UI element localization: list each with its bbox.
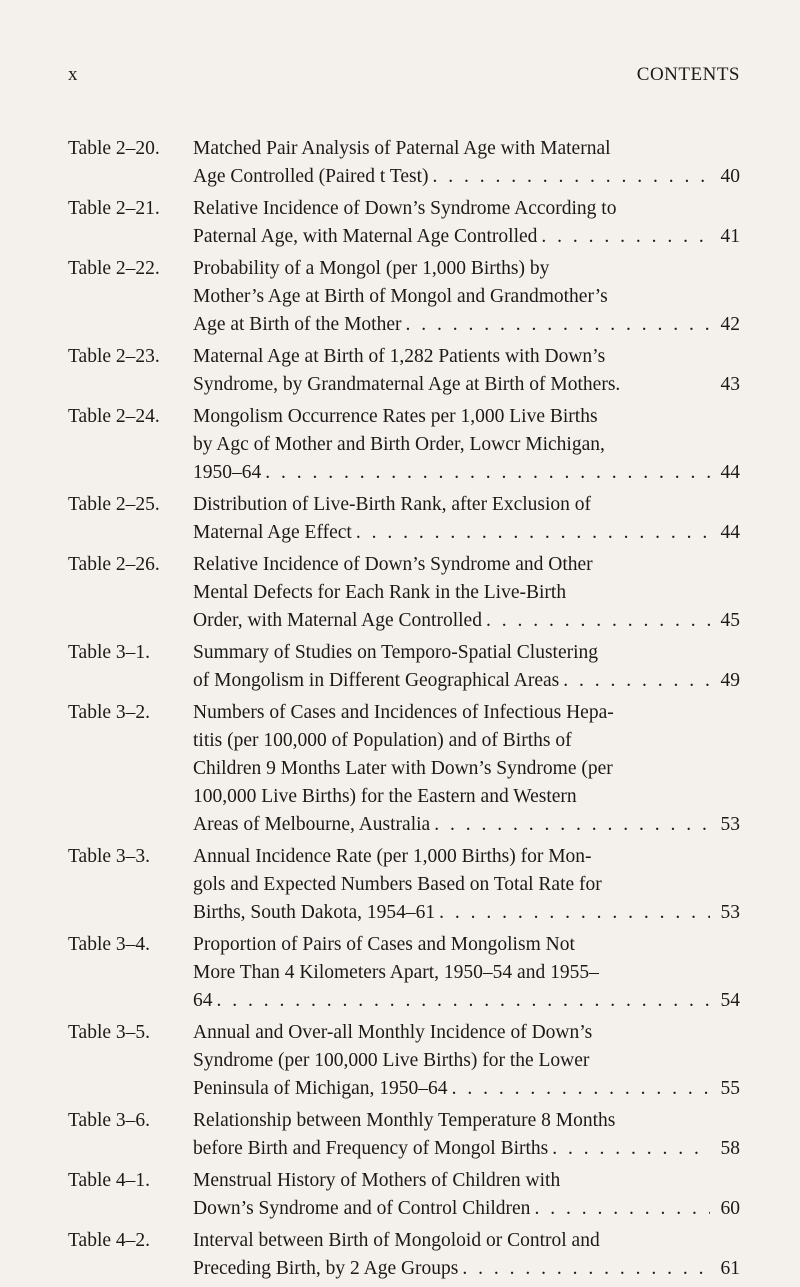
entry-title	[193, 255, 740, 339]
running-title: CONTENTS	[636, 64, 740, 85]
page-ref: 60	[720, 1198, 740, 1219]
page-ref: 61	[720, 1258, 740, 1279]
title-line: Paternal Age, with Maternal Age Controlled	[193, 226, 538, 247]
title-line: by Agc of Mother and Birth Order, Lowcr Michigan,	[193, 434, 605, 455]
dot-leader	[213, 987, 711, 1015]
toc-entry	[68, 403, 740, 487]
dot-leader	[435, 899, 710, 927]
dot-leader	[430, 811, 710, 839]
title-line: titis (per 100,000 of Population) and of Births of	[193, 730, 572, 751]
title-line-last	[193, 519, 740, 547]
running-header	[68, 64, 740, 90]
dot-leader	[537, 223, 710, 251]
title-line-last	[193, 223, 740, 251]
toc-entry	[68, 491, 740, 547]
table-number: Table 3–4.	[68, 934, 151, 955]
title-line: Maternal Age at Birth of 1,282 Patients with Down’s	[193, 346, 606, 367]
page-number: x	[68, 64, 78, 85]
title-line: More Than 4 Kilometers Apart, 1950–54 and 1955–	[193, 962, 599, 983]
dot-leader	[261, 459, 710, 487]
title-line: before Birth and Frequency of Mongol Births	[193, 1138, 549, 1159]
title-line-last	[193, 1075, 740, 1103]
title-line: Age at Birth of the Mother	[193, 314, 402, 335]
table-number: Table 3–5.	[68, 1022, 151, 1043]
table-number: Table 3–3.	[68, 846, 151, 867]
entry-title	[193, 343, 740, 399]
title-line: Preceding Birth, by 2 Age Groups	[193, 1258, 459, 1279]
toc-entry	[68, 135, 740, 191]
entry-title	[193, 931, 740, 1015]
title-line: Mental Defects for Each Rank in the Live-Birth	[193, 582, 567, 603]
title-line: Order, with Maternal Age Controlled	[193, 610, 482, 631]
title-line-last	[193, 371, 740, 399]
title-line: Mongolism Occurrence Rates per 1,000 Live Births	[193, 406, 598, 427]
toc-entry	[68, 1019, 740, 1103]
toc-entry	[68, 195, 740, 251]
title-line: Relationship between Monthly Temperature 8 Months	[193, 1110, 616, 1131]
toc-entry	[68, 1167, 740, 1223]
entry-title	[193, 491, 740, 547]
entry-title	[193, 135, 740, 191]
title-line: Age Controlled (Paired t Test)	[193, 166, 429, 187]
dot-leader	[482, 607, 710, 635]
table-number: Table 2–20.	[68, 138, 160, 159]
title-line-last	[193, 607, 740, 635]
toc-entry	[68, 343, 740, 399]
table-number: Table 2–21.	[68, 198, 160, 219]
title-line: of Mongolism in Different Geographical Areas	[193, 670, 560, 691]
title-line-last	[193, 987, 740, 1015]
title-line-last	[193, 1135, 740, 1163]
title-line: Syndrome (per 100,000 Live Births) for the Lower	[193, 1050, 590, 1071]
title-line: Numbers of Cases and Incidences of Infectious Hepa-	[193, 702, 614, 723]
title-line-last	[193, 459, 740, 487]
entry-title	[193, 639, 740, 695]
dot-leader	[548, 1135, 710, 1163]
page-ref: 40	[720, 166, 740, 187]
dot-leader	[530, 1195, 710, 1223]
toc-entry	[68, 255, 740, 339]
page-ref: 53	[720, 814, 740, 835]
dot-leader	[402, 311, 711, 339]
title-line: Annual Incidence Rate (per 1,000 Births) for Mon-	[193, 846, 592, 867]
page-ref: 44	[720, 522, 740, 543]
table-number: Table 4–1.	[68, 1170, 151, 1191]
toc-entry	[68, 1227, 740, 1283]
entry-title	[193, 843, 740, 927]
title-line: Areas of Melbourne, Australia	[193, 814, 431, 835]
title-line-last	[193, 163, 740, 191]
table-number: Table 2–25.	[68, 494, 160, 515]
entry-title	[193, 1019, 740, 1103]
toc-entry	[68, 699, 740, 839]
table-number: Table 2–22.	[68, 258, 160, 279]
table-number: Table 2–24.	[68, 406, 160, 427]
title-line-last	[193, 1195, 740, 1223]
toc-entry	[68, 1107, 740, 1163]
page-ref: 58	[720, 1138, 740, 1159]
title-line: Annual and Over-all Monthly Incidence of Down’s	[193, 1022, 593, 1043]
page-ref: 55	[720, 1078, 740, 1099]
page-ref: 44	[720, 462, 740, 483]
entry-title	[193, 551, 740, 635]
page-ref: 54	[720, 990, 740, 1011]
dot-leader	[428, 163, 710, 191]
title-line: 1950–64	[193, 462, 262, 483]
title-line: Children 9 Months Later with Down’s Syndrome (per	[193, 758, 613, 779]
title-line: Maternal Age Effect	[193, 522, 352, 543]
title-line: Interval between Birth of Mongoloid or Control and	[193, 1230, 600, 1251]
page-ref: 42	[720, 314, 740, 335]
toc-entry	[68, 931, 740, 1015]
entry-title	[193, 699, 740, 839]
title-line: 64	[193, 990, 213, 1011]
page-ref: 53	[720, 902, 740, 923]
toc-entry	[68, 843, 740, 927]
table-number: Table 2–23.	[68, 346, 160, 367]
entry-title	[193, 195, 740, 251]
title-line: Relative Incidence of Down’s Syndrome and Other	[193, 554, 593, 575]
title-line-last	[193, 899, 740, 927]
entry-title	[193, 1227, 740, 1283]
title-line: Peninsula of Michigan, 1950–64	[193, 1078, 448, 1099]
toc-entry	[68, 639, 740, 695]
table-number: Table 2–26.	[68, 554, 160, 575]
title-line: 100,000 Live Births) for the Eastern and Western	[193, 786, 577, 807]
title-line: Distribution of Live-Birth Rank, after Exclusion of	[193, 494, 592, 515]
title-line: Summary of Studies on Temporo-Spatial Clustering	[193, 642, 599, 663]
title-line-last	[193, 1255, 740, 1283]
entry-title	[193, 1107, 740, 1163]
title-line: Mother’s Age at Birth of Mongol and Grandmother’s	[193, 286, 608, 307]
table-number: Table 3–1.	[68, 642, 151, 663]
page-ref: 49	[720, 670, 740, 691]
dot-leader	[458, 1255, 710, 1283]
toc-entry	[68, 551, 740, 635]
title-line-last	[193, 311, 740, 339]
title-line: Probability of a Mongol (per 1,000 Births) by	[193, 258, 550, 279]
title-line: Down’s Syndrome and of Control Children	[193, 1198, 531, 1219]
title-line: Matched Pair Analysis of Paternal Age with Maternal	[193, 138, 611, 159]
dot-leader	[352, 519, 710, 547]
title-line: Relative Incidence of Down’s Syndrome According to	[193, 198, 617, 219]
title-line-last	[193, 811, 740, 839]
entry-title	[193, 403, 740, 487]
table-number: Table 3–6.	[68, 1110, 151, 1131]
dot-leader	[559, 667, 710, 695]
table-number: Table 4–2.	[68, 1230, 151, 1251]
dot-leader	[448, 1075, 710, 1103]
table-number: Table 3–2.	[68, 702, 151, 723]
page-ref: 41	[720, 226, 740, 247]
title-line: gols and Expected Numbers Based on Total Rate for	[193, 874, 602, 895]
contents-list	[68, 135, 740, 1287]
title-line: Syndrome, by Grandmaternal Age at Birth of Mothers.	[193, 374, 621, 395]
page-ref: 45	[720, 610, 740, 631]
title-line: Births, South Dakota, 1954–61	[193, 902, 436, 923]
title-line: Menstrual History of Mothers of Children with	[193, 1170, 561, 1191]
entry-title	[193, 1167, 740, 1223]
title-line: Proportion of Pairs of Cases and Mongolism Not	[193, 934, 575, 955]
title-line-last	[193, 667, 740, 695]
page-ref: 43	[720, 374, 740, 395]
